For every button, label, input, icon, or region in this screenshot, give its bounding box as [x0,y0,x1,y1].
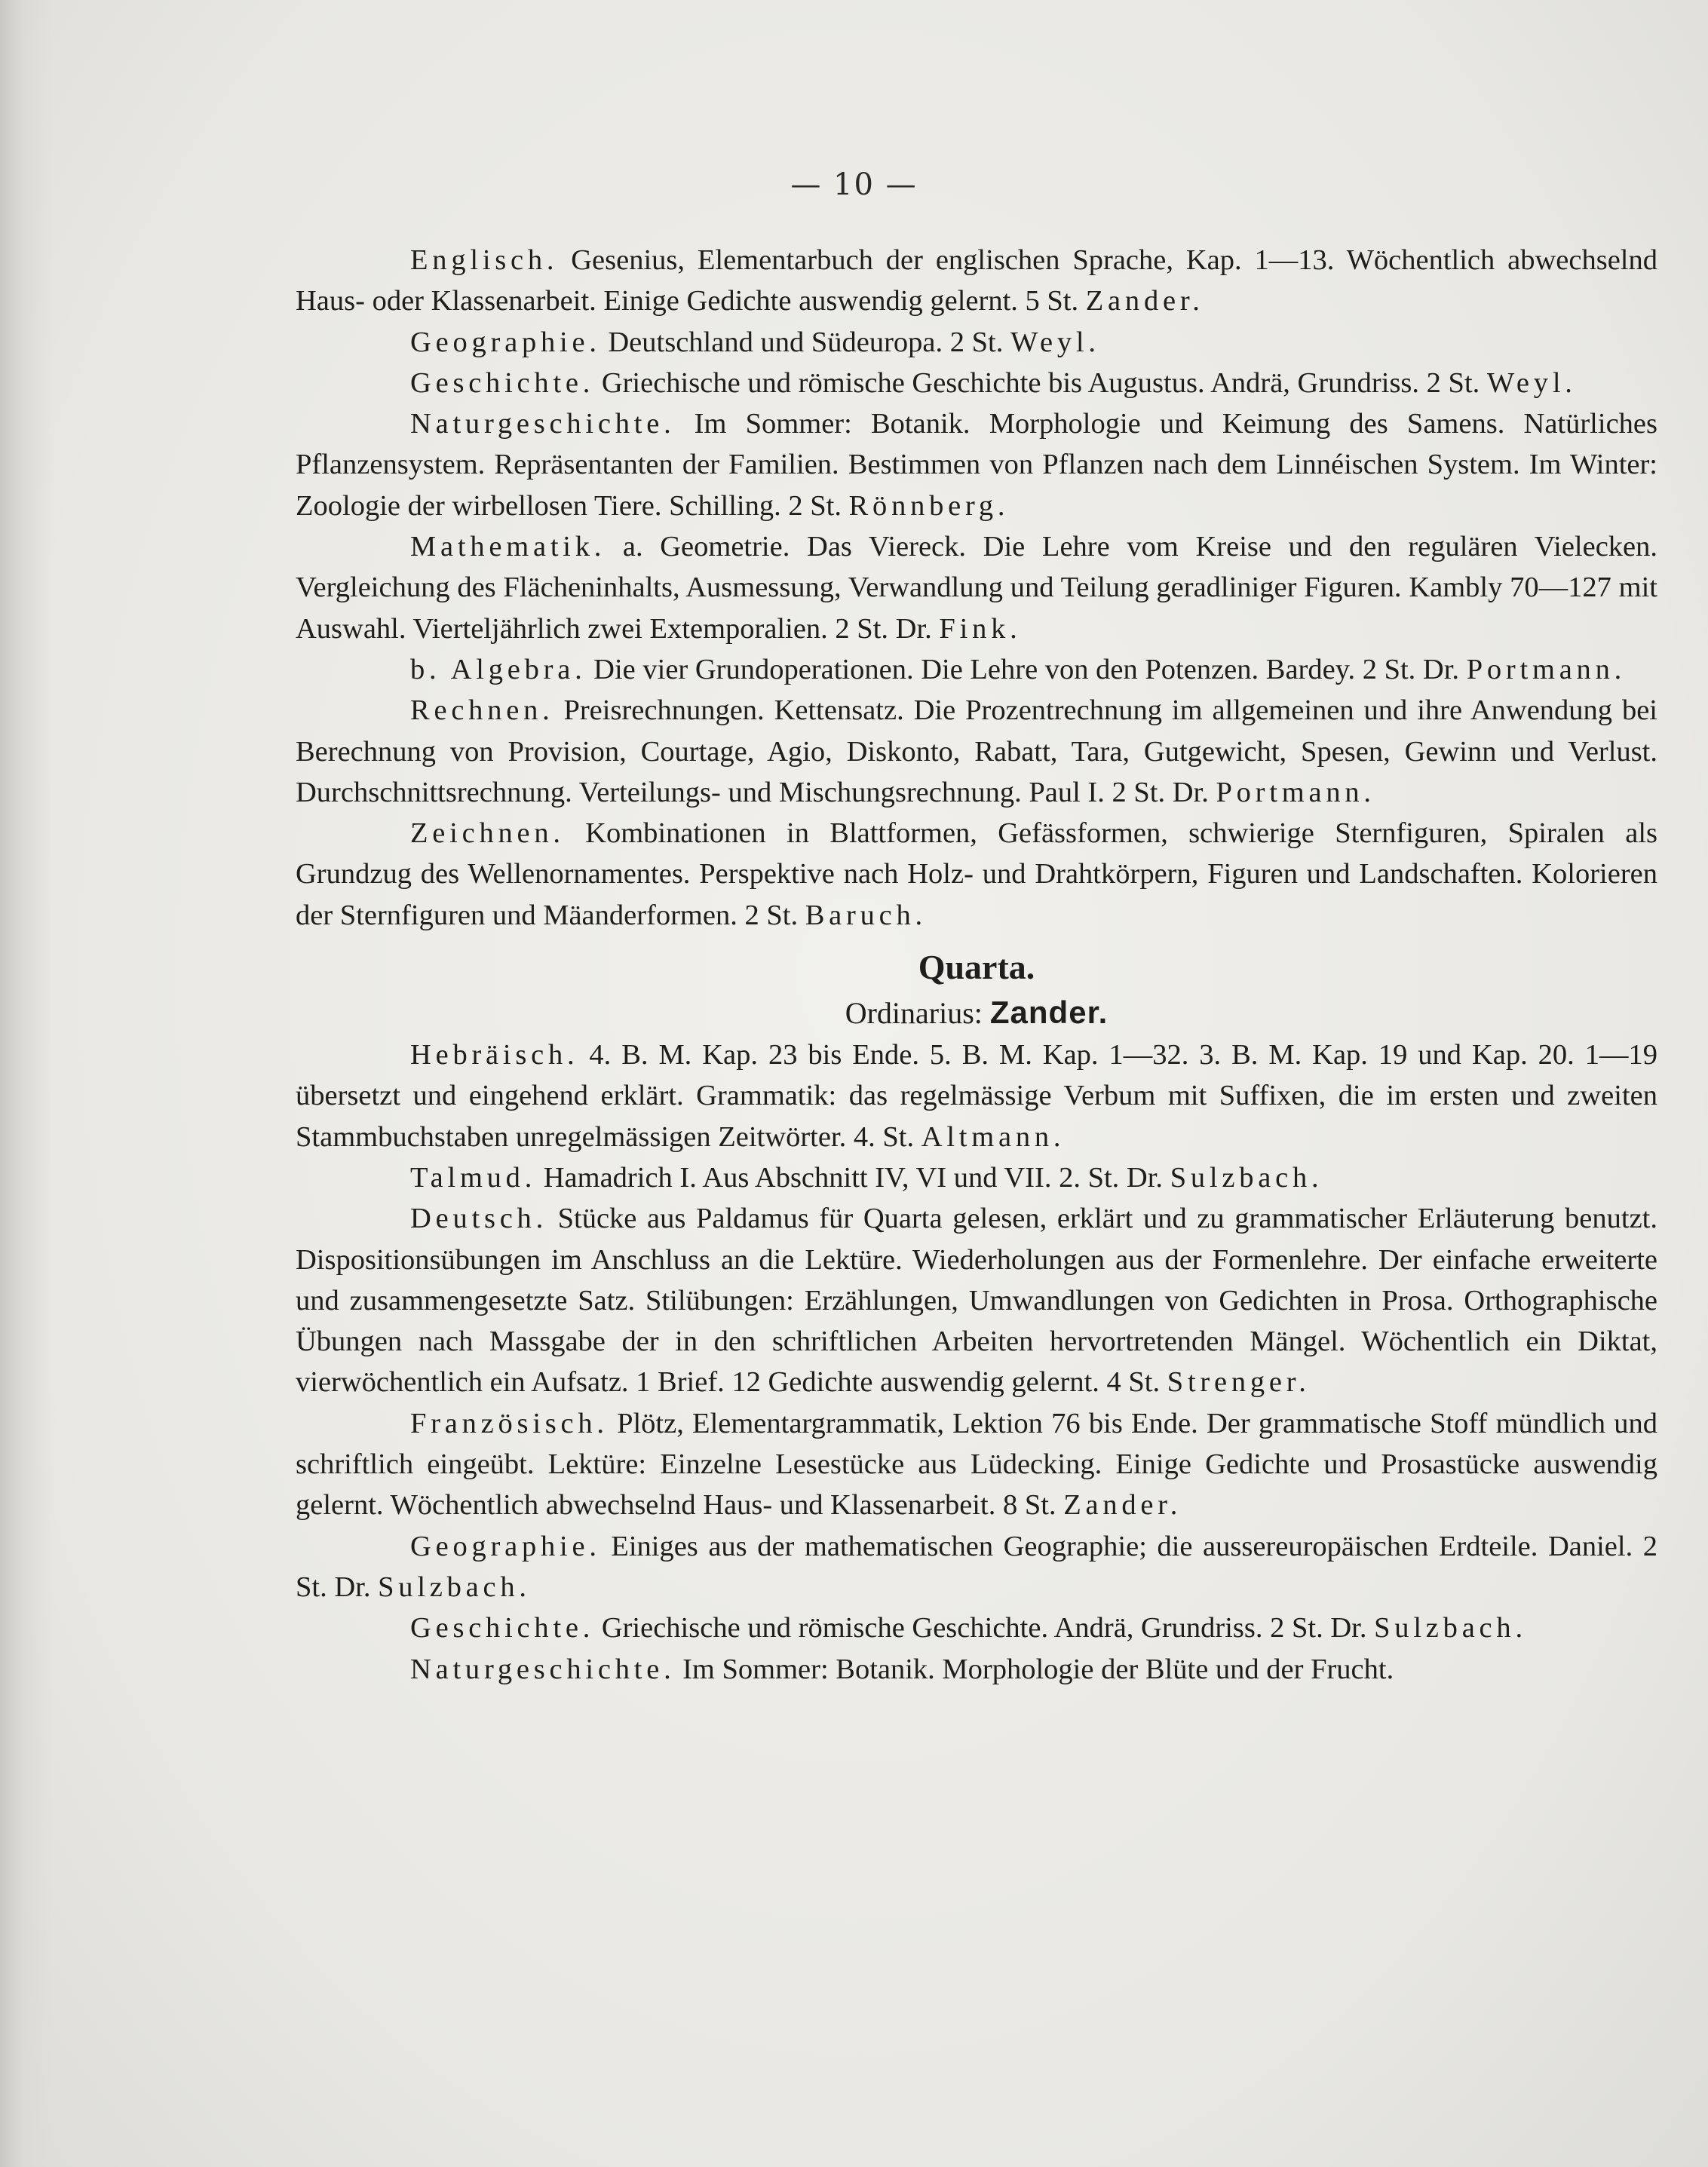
paragraph-body: Stücke aus Paldamus für Quarta gelesen, erklärt und zu grammatischer Erläuterung benutzt. Dispositionsübungen im Anschluss an die Lektüre. Wiederholungen aus der Formenlehre. Der einfache erweiterte und zusammengesetzte Satz. Stilübungen: Erzählungen, Umwandlungen von Gedichten in Prosa. Orthographische Übungen nach Massgabe der in den schriftlichen Arbeiten hervortretenden Mängel. Wöchentlich ein Diktat, vierwöchentlich ein Aufsatz. 1 Brief. 12 Gedichte auswendig gelernt. 4 St. [296,1203,1657,1399]
teacher-name: Zander. [1063,1489,1182,1522]
teacher-name: Weyl. [1486,366,1577,399]
paragraph-franzoesisch [296,1403,1657,1526]
paragraph-body: Einiges aus der mathematischen Geographie; die aussereuropäischen Erdteile. Daniel. 2 St. Dr. [296,1530,1657,1603]
paragraph-body: Griechische und römische Geschichte. Andrä, Grundriss. 2 St. Dr. [594,1612,1375,1644]
section-title: Quarta. [918,948,1035,987]
paragraph-body: Gesenius, Elementarbuch der englischen Sprache, Kap. 1—13. Wöchentlich abwechselnd Haus- oder Klassenarbeit. Einige Gedichte auswendig gelernt. 5 St. [296,244,1657,317]
paragraph-body: Plötz, Elementargrammatik, Lektion 76 bis Ende. Der grammatische Stoff mündlich und schriftlich eingeübt. Lektüre: Einzelne Lesestücke aus Lüdecking. Einige Gedichte und Prosastücke auswendig gelernt. Wöchentlich abwechselnd Haus- und Klassenarbeit. 8 St. [296,1407,1657,1522]
teacher-name: Portmann. [1466,653,1627,685]
teacher-name: Baruch. [805,899,927,931]
paragraph-rechnen [296,690,1657,813]
paragraph-geographie [296,322,1657,363]
paragraph-zeichnen [296,813,1657,936]
paragraph-body: Griechische und römische Geschichte bis Augustus. Andrä, Grundriss. 2 St. [594,366,1487,399]
paragraph-talmud [296,1157,1657,1198]
subject-heading: Deutsch. [410,1203,547,1235]
page-number: — 10 — [790,167,918,202]
subject-heading: Geographie. [410,326,601,358]
paragraph-body: a. Geometrie. Das Viereck. Die Lehre vom Kreise und den regulären Vielecken. Vergleichung des Flächeninhalts, Ausmessung, Verwandlung und Teilung geradliniger Figuren. Kambly 70—127 mit Auswahl. Vierteljährlich zwei Extemporalien. 2 St. Dr. [296,531,1657,645]
subject-heading: Zeichnen. [410,817,565,850]
teacher-name: Sulzbach. [1170,1161,1323,1194]
paragraph-geographie-quarta [296,1526,1657,1608]
subject-heading: Rechnen. [410,694,554,727]
teacher-name: Strenger. [1167,1366,1311,1399]
subject-heading: Geschichte. [410,1612,595,1644]
paragraph-body: Im Sommer: Botanik. Morphologie und Keimung des Samens. Natürliches Pflanzensystem. Repräsentanten der Familien. Bestimmen von Pflanzen nach dem Linnéischen System. Im Winter: Zoologie der wirbellosen Tiere. Schilling. 2 St. [296,408,1657,522]
paragraph-hebraeisch [296,1034,1657,1157]
paragraph-naturgeschichte [296,403,1657,526]
ordinarius-line [296,992,1657,1034]
teacher-name: Zander. [1085,285,1204,317]
paragraph-geschichte-quarta [296,1608,1657,1648]
subject-heading: Geographie. [410,1530,601,1562]
teacher-name: Rönnberg. [848,489,1010,522]
subject-heading: b. Algebra. [410,653,587,685]
ordinarius-name: Zander. [989,995,1109,1031]
paragraph-mathematik [296,526,1657,649]
paragraph-englisch [296,240,1657,322]
subject-heading: Englisch. [410,244,559,276]
paragraph-body: Kombinationen in Blattformen, Gefässformen, schwierige Sternfiguren, Spiralen als Grundzug des Wellenornamentes. Perspektive nach Holz- und Drahtkörpern, Figuren und Landschaften. Kolorieren der Sternfiguren und Mäanderformen. 2 St. [296,817,1657,931]
paragraph-geschichte [296,363,1657,403]
teacher-name: Sulzbach. [378,1571,531,1603]
paragraph-naturgeschichte-quarta [296,1649,1657,1690]
teacher-name: Sulzbach. [1374,1612,1527,1644]
ordinarius-label: Ordinarius: [845,996,990,1031]
paragraph-deutsch [296,1198,1657,1402]
paragraph-algebra [296,649,1657,690]
subject-heading: Talmud. [410,1161,537,1194]
paragraph-body: Deutschland und Südeuropa. 2 St. [600,326,1010,358]
page-gutter-shadow [0,0,53,2167]
teacher-name: Weyl. [1010,326,1100,358]
paragraph-body: Hamadrich I. Aus Abschnitt IV, VI und VII. 2. St. Dr. [536,1161,1170,1194]
subject-heading: Mathematik. [410,531,606,563]
paragraph-body: Preisrechnungen. Kettensatz. Die Prozentrechnung im allgemeinen und ihre Anwendung bei Berechnung von Provision, Courtage, Agio, Diskonto, Rabatt, Tara, Gutgewicht, Spesen, Gewinn und Verlust. Durchschnittsrechnung. Verteilungs- und Mischungsrechnung. Paul I. 2 St. Dr. [296,694,1657,808]
paragraph-body: 4. B. M. Kap. 23 bis Ende. 5. B. M. Kap. 1—32. 3. B. M. Kap. 19 und Kap. 20. 1—19 übersetzt und eingehend erklärt. Grammatik: das regelmässige Verbum mit Suffixen, die im ersten und zweiten Stammbuchstaben unregelmässigen Zeitwörter. 4. St. [296,1039,1657,1153]
subject-heading: Französisch. [410,1407,609,1439]
teacher-name: Fink. [939,612,1022,645]
body-text [296,240,1657,1690]
paragraph-body: Im Sommer: Botanik. Morphologie der Blüte und der Frucht. [675,1653,1394,1685]
paragraph-body: Die vier Grundoperationen. Die Lehre von den Potenzen. Bardey. 2 St. Dr. [586,653,1467,685]
subject-heading: Geschichte. [410,366,595,399]
subject-heading: Hebräisch. [410,1039,579,1071]
teacher-name: Portmann. [1216,776,1375,808]
subject-heading: Naturgeschichte. [410,1653,676,1685]
teacher-name: Altmann. [921,1120,1066,1153]
subject-heading: Naturgeschichte. [410,408,676,440]
